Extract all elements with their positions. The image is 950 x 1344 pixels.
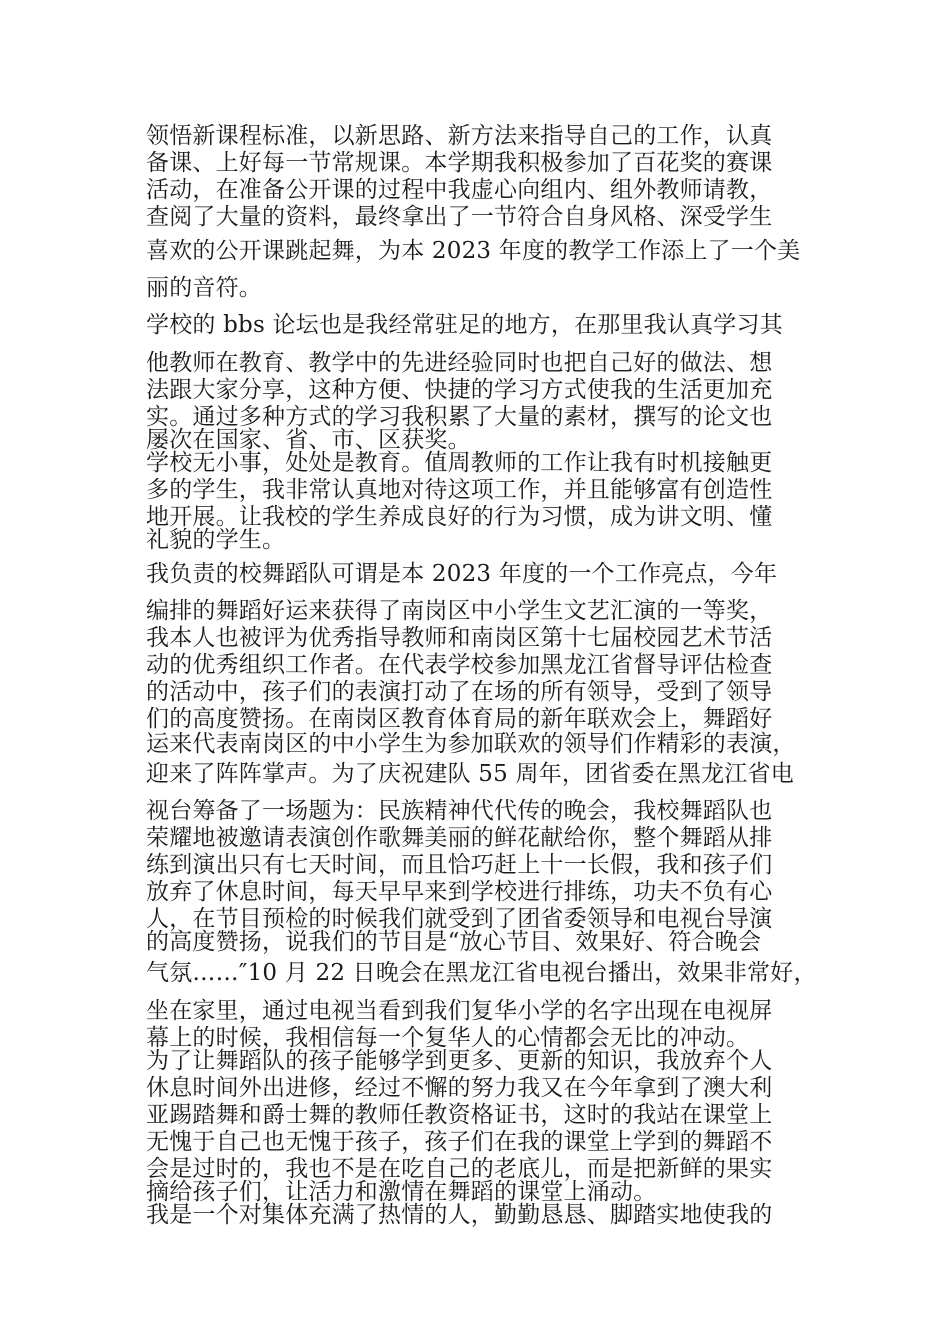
text-line: 学校无小事，处处是教育。值周教师的工作让我有时机接触更 bbox=[146, 450, 773, 476]
text-line: 礼貌的学生。 bbox=[146, 527, 286, 553]
text-line: 摘给孩子们，让活力和激情在舞蹈的课堂上涌动。 bbox=[146, 1179, 657, 1205]
text-line: 为了让舞蹈队的孩子能够学到更多、更新的知识，我放弃个人 bbox=[146, 1048, 773, 1074]
text-line: 的活动中，孩子们的表演打动了在场的所有领导，受到了领导 bbox=[146, 679, 773, 705]
text-line: 动的优秀组织工作者。在代表学校参加黑龙江省督导评估检查 bbox=[146, 652, 773, 678]
text-line: 们的高度赞扬。在南岗区教育体育局的新年联欢会上，舞蹈好 bbox=[146, 706, 773, 732]
text-line: 坐在家里，通过电视当看到我们复华小学的名字出现在电视屏 bbox=[146, 998, 773, 1024]
text-line: 编排的舞蹈好运来获得了南岗区中小学生文艺汇演的一等奖， bbox=[146, 598, 773, 624]
text-line: 气氛……″10 月 22 日晚会在黑龙江省电视台播出，效果非常好， bbox=[146, 960, 817, 986]
text-line: 领悟新课程标准，以新思路、新方法来指导自己的工作，认真 bbox=[146, 123, 773, 149]
text-line: 练到演出只有七天时间，而且恰巧赶上十一长假，我和孩子们 bbox=[146, 852, 773, 878]
text-line: 学校的 bbs 论坛也是我经常驻足的地方，在那里我认真学习其 bbox=[146, 312, 783, 338]
text-line: 幕上的时候，我相信每一个复华人的心情都会无比的冲动。 bbox=[146, 1025, 750, 1051]
text-line: 喜欢的公开课跳起舞，为本 2023 年度的教学工作添上了一个美 bbox=[146, 238, 801, 264]
text-line: 休息时间外出进修，经过不懈的努力我又在今年拿到了澳大利 bbox=[146, 1075, 773, 1101]
text-line: 我负责的校舞蹈队可谓是本 2023 年度的一个工作亮点，今年 bbox=[146, 561, 778, 587]
text-line: 视台筹备了一场题为：民族精神代代传的晚会，我校舞蹈队也 bbox=[146, 798, 773, 824]
text-line: 运来代表南岗区的中小学生为参加联欢的领导们作精彩的表演， bbox=[146, 731, 796, 757]
text-line: 人，在节目预检的时候我们就受到了团省委领导和电视台导演 bbox=[146, 906, 773, 932]
text-line: 屡次在国家、省、市、区获奖。 bbox=[146, 427, 471, 453]
text-line: 荣耀地被邀请表演创作歌舞美丽的鲜花献给你，整个舞蹈从排 bbox=[146, 825, 773, 851]
text-line: 备课、上好每一节常规课。本学期我积极参加了百花奖的赛课 bbox=[146, 150, 773, 176]
text-line: 活动，在准备公开课的过程中我虚心向组内、组外教师请教， bbox=[146, 177, 773, 203]
text-line: 我本人也被评为优秀指导教师和南岗区第十七届校园艺术节活 bbox=[146, 625, 773, 651]
text-line: 查阅了大量的资料，最终拿出了一节符合自身风格、深受学生 bbox=[146, 204, 773, 230]
text-line: 法跟大家分享，这种方便、快捷的学习方式使我的生活更加充 bbox=[146, 377, 773, 403]
text-line: 无愧于自己也无愧于孩子，孩子们在我的课堂上学到的舞蹈不 bbox=[146, 1129, 773, 1155]
text-line: 的高度赞扬，说我们的节目是“放心节目、效果好、符合晚会 bbox=[146, 929, 762, 955]
text-line: 迎来了阵阵掌声。为了庆祝建队 55 周年，团省委在黑龙江省电 bbox=[146, 761, 794, 787]
text-line: 我是一个对集体充满了热情的人，勤勤恳恳、脚踏实地使我的 bbox=[146, 1202, 773, 1228]
text-line: 多的学生，我非常认真地对待这项工作，并且能够富有创造性 bbox=[146, 477, 773, 503]
text-line: 他教师在教育、教学中的先进经验同时也把自己好的做法、想 bbox=[146, 350, 773, 376]
text-line: 地开展。让我校的学生养成良好的行为习惯，成为讲文明、懂 bbox=[146, 504, 773, 530]
text-line: 丽的音符。 bbox=[146, 275, 262, 301]
text-line: 亚踢踏舞和爵士舞的教师任教资格证书，这时的我站在课堂上 bbox=[146, 1102, 773, 1128]
text-line: 会是过时的，我也不是在吃自己的老底儿，而是把新鲜的果实 bbox=[146, 1156, 773, 1182]
text-line: 实。通过多种方式的学习我积累了大量的素材，撰写的论文也 bbox=[146, 404, 773, 430]
text-line: 放弃了休息时间，每天早早来到学校进行排练，功夫不负有心 bbox=[146, 879, 773, 905]
